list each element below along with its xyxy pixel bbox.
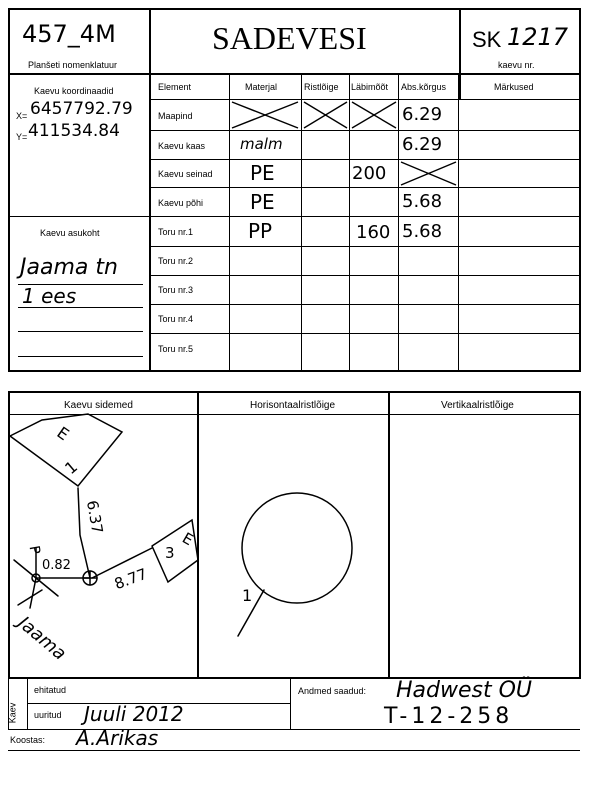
- col-header-element: Element: [158, 82, 192, 92]
- element-cell: Kaevu kaas: [158, 141, 206, 151]
- x-value: 6457792.79: [30, 99, 133, 119]
- material-cell: PE: [250, 190, 275, 214]
- material-cell: PE: [250, 161, 275, 185]
- sheet-label: Planšeti nomenklatuur: [28, 60, 118, 70]
- element-cell: Toru nr.5: [158, 344, 194, 354]
- sketch-label-pipe-one: 1: [61, 456, 82, 479]
- sketch-col2-header: Horisontaalristlõige: [250, 400, 336, 411]
- sketch-col1-header: Kaevu sidemed: [64, 400, 133, 411]
- element-cell: Toru nr.2: [158, 256, 194, 266]
- kaev-label: Kaev: [7, 702, 18, 724]
- col-header-markused: Märkused: [494, 82, 534, 92]
- sketch-dist-082: 0.82: [42, 558, 71, 573]
- sketch-label-3: 3: [165, 544, 175, 562]
- y-value: 411534.84: [28, 121, 120, 141]
- sketch-label-e-right: E: [179, 528, 197, 550]
- col-header-materjal: Materjal: [245, 82, 278, 92]
- built-label: ehitatud: [34, 685, 67, 695]
- measured-label: uuritud: [34, 710, 62, 720]
- abs-cell: 5.68: [402, 191, 443, 212]
- diameter-cell: 200: [352, 163, 387, 184]
- compiled-label: Koostas:: [10, 735, 46, 745]
- measured-value: Juuli 2012: [84, 702, 184, 726]
- sketch-street-label: Jaama: [13, 612, 71, 665]
- location-line1: Jaama tn: [20, 255, 118, 280]
- diameter-cell: 160: [356, 222, 391, 243]
- sketch-dist-637: 6.37: [82, 498, 107, 536]
- x-prefix: X=: [16, 111, 28, 121]
- abs-cell: 5.68: [402, 221, 443, 242]
- abs-cell: 6.29: [402, 104, 443, 125]
- col-header-ristloige: Ristlõige: [304, 82, 339, 92]
- horizontal-pipe-label: 1: [242, 586, 253, 605]
- element-cell: Kaevu seinad: [158, 169, 213, 179]
- sheet-number-handwritten: 457_4M: [22, 20, 116, 48]
- col-header-abs: Abs.kõrgus: [401, 82, 447, 92]
- col-header-labimoot: Läbimõõt: [351, 82, 389, 92]
- document-title: SADEVESI: [212, 20, 367, 56]
- well-id-printed: SK: [472, 27, 502, 52]
- coords-label: Kaevu koordinaadid: [34, 86, 114, 96]
- well-id-handwritten: 1217: [507, 23, 569, 51]
- element-cell: Toru nr.4: [158, 314, 194, 324]
- y-prefix: Y=: [16, 132, 28, 142]
- element-cell: Toru nr.3: [158, 285, 194, 295]
- element-cell: Toru nr.1: [158, 227, 194, 237]
- data-source-value2: T-12-258: [384, 704, 514, 729]
- location-line2: 1 ees: [22, 284, 77, 308]
- material-cell: PP: [248, 219, 273, 243]
- sketch-col3-header: Vertikaalristlõige: [441, 400, 514, 411]
- element-cell: Maapind: [158, 111, 193, 121]
- data-source-label: Andmed saadud:: [298, 686, 367, 696]
- data-source-value1: Hadwest OÜ: [396, 678, 533, 703]
- location-label: Kaevu asukoht: [40, 228, 100, 238]
- sketch-dist-877: 8.77: [111, 564, 150, 594]
- well-label: kaevu nr.: [498, 60, 535, 70]
- material-cell: malm: [240, 135, 283, 153]
- compiled-value: A.Arikas: [76, 726, 159, 750]
- element-cell: Kaevu põhi: [158, 198, 204, 208]
- sketch-label-e-top: E: [53, 422, 73, 445]
- abs-cell: 6.29: [402, 134, 443, 155]
- sketch-label-p: P: [25, 544, 43, 556]
